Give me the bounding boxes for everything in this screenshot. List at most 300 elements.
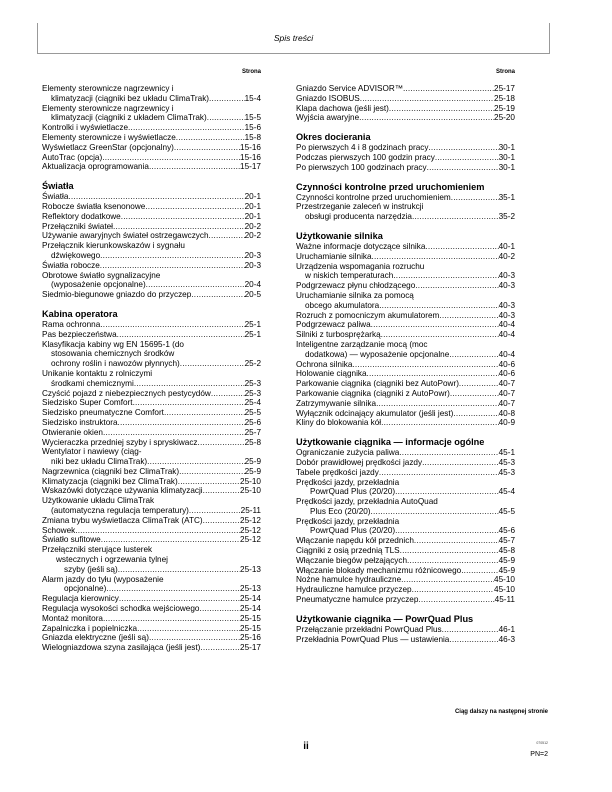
entry-title: Wyświetlacz GreenStar (opcjonalny) [42, 142, 174, 152]
entry-title: Zapalniczka i popielniczka [42, 623, 138, 633]
entry-title: Plus Eco (20/20) [310, 506, 371, 516]
dot-leader [180, 359, 245, 369]
entry-page: 40-7 [498, 398, 515, 408]
toc-entry[interactable] [296, 556, 515, 566]
toc-entry[interactable] [42, 535, 261, 545]
toc-entry[interactable] [296, 262, 515, 282]
entry-title: Otwieranie okien [42, 427, 103, 437]
section-heading: Kabina operatora [42, 308, 118, 319]
entry-title: Wielogniazdowa szyna zasilająca (jeśli jest) [42, 643, 201, 653]
dot-leader [100, 320, 244, 330]
toc-entry[interactable] [42, 398, 261, 408]
dot-leader [121, 212, 245, 222]
toc-entry[interactable] [42, 104, 261, 124]
dot-leader [439, 311, 498, 321]
dot-leader [106, 584, 240, 594]
entry-title: Prędkości jazdy, przekładnia [296, 477, 400, 487]
entry-page: 35-1 [498, 192, 515, 202]
toc-entry[interactable] [42, 271, 261, 291]
entry-title: Kontrolki i wyświetlacze [42, 123, 128, 133]
strona-label: Strona [241, 69, 261, 75]
entry-title: Siedzisko instruktora [42, 417, 118, 427]
dot-leader [209, 231, 245, 241]
entry-page: 30-1 [498, 152, 515, 162]
entry-title: Przekładnia PowrQuad Plus — ustawienia [296, 634, 450, 644]
toc-entry[interactable] [296, 153, 515, 163]
toc-entry[interactable] [296, 163, 515, 173]
entry-page: 15-17 [240, 162, 261, 172]
dot-leader [427, 163, 499, 173]
toc-entry[interactable] [42, 633, 261, 643]
dot-leader [461, 566, 498, 576]
entry-page: 25-11 [240, 506, 261, 516]
toc-entry[interactable] [42, 389, 261, 399]
entry-title: Włączanie blokady mechanizmu różnicowego [296, 565, 462, 575]
toc-entry[interactable] [42, 467, 261, 477]
dot-leader [371, 507, 499, 517]
toc-entry[interactable] [296, 143, 515, 153]
toc-entry[interactable] [296, 575, 515, 585]
dot-leader [381, 418, 499, 428]
entry-title: Czyścić pojazd z niebezpiecznych pestycydów [42, 388, 211, 398]
toc-entry[interactable] [42, 222, 261, 232]
entry-page: 25-5 [244, 408, 261, 418]
entry-page: 30-1 [498, 162, 515, 172]
toc-entry[interactable] [296, 311, 515, 321]
toc-entry[interactable] [296, 242, 515, 252]
dot-leader [412, 585, 494, 595]
toc-entry[interactable] [296, 379, 515, 389]
toc-entry[interactable] [296, 104, 515, 114]
entry-page: 25-6 [244, 417, 261, 427]
entry-page: 40-7 [498, 379, 515, 389]
entry-title: Tabele prędkości jazdy [296, 467, 379, 477]
entry-title: opcjonalne) [64, 584, 107, 594]
entry-title: szyby (jeśli są) [64, 564, 118, 574]
entry-title: Dobór prawidłowej prędkości jazdy [296, 457, 423, 467]
dot-leader [75, 526, 240, 536]
entry-title: Wyjścia awaryjne [296, 113, 360, 123]
dot-leader [449, 635, 498, 645]
dot-leader [360, 94, 494, 104]
entry-title: Gniazda elektryczne (jeśli są) [42, 633, 149, 643]
toc-entry[interactable] [42, 153, 261, 163]
dot-leader [459, 379, 499, 389]
entry-title: Pneumatyczne hamulce przyczep [296, 595, 419, 605]
entry-title: Przełączniki sterujące lusterek [42, 545, 153, 555]
entry-title: Wyłącznik odcinający akumulator (jeśli jest) [296, 408, 454, 418]
entry-page: 25-8 [244, 437, 261, 447]
entry-page: 30-1 [498, 143, 515, 153]
entry-title: Siedzisko pneumatyczne Comfort [42, 408, 164, 418]
entry-page: 45-9 [498, 565, 515, 575]
toc-entry[interactable] [42, 418, 261, 428]
dot-leader [422, 458, 499, 468]
entry-page: 20-1 [244, 211, 261, 221]
dot-leader [400, 546, 499, 556]
toc-entry[interactable] [42, 447, 261, 467]
entry-page: 45-11 [494, 595, 515, 605]
entry-page: 20-2 [244, 231, 261, 241]
entry-title: niki bez układu ClimaTrak) [51, 457, 148, 467]
entry-title: Klasyfikacja kabiny wg EN 15695-1 (do [42, 339, 184, 349]
entry-title: Podgrzewacz paliwa [296, 320, 371, 330]
entry-page: 20-3 [244, 260, 261, 270]
toc-entry[interactable] [296, 84, 515, 94]
dot-leader [100, 261, 245, 271]
toc-entry[interactable] [296, 585, 515, 595]
entry-title: stosowania chemicznych środków [51, 349, 175, 359]
dot-leader [399, 448, 498, 458]
toc-entry[interactable] [42, 643, 261, 653]
dot-leader [451, 193, 499, 203]
toc-entry[interactable] [296, 291, 515, 311]
entry-page: 25-3 [244, 388, 261, 398]
entry-title: Klimatyzacja (ciągniki bez ClimaTrak) [42, 476, 178, 486]
entry-title: Światło sufitowe [42, 535, 101, 545]
entry-title: Schowek [42, 525, 76, 535]
entry-page: 45-10 [494, 575, 515, 585]
pn-label: PN=2 [530, 751, 548, 758]
toc-entry[interactable] [42, 486, 261, 496]
dot-leader [118, 418, 245, 428]
toc-entry[interactable] [296, 468, 515, 478]
entry-page: 25-18 [494, 93, 515, 103]
entry-page: 15-16 [240, 152, 261, 162]
entry-page: 40-3 [498, 281, 515, 291]
entry-title: dodatkowa) — wyposażenie opcjonalne [305, 349, 450, 359]
entry-title: Aktualizacja oprogramowania [42, 162, 149, 172]
toc-column-right [296, 66, 515, 644]
entry-title: Pas bezpieczeństwa [42, 329, 117, 339]
entry-title: Ciągniki z osią przednią TLS [296, 546, 400, 556]
entry-title: Inteligentne zarządzanie mocą (moc [296, 339, 428, 349]
entry-title: Regulacja kierownicy [42, 594, 119, 604]
toc-entry[interactable] [296, 320, 515, 330]
dot-leader [428, 143, 498, 153]
dot-leader [367, 369, 499, 379]
toc-entry[interactable] [42, 575, 261, 595]
toc-entry[interactable] [42, 604, 261, 614]
toc-entry[interactable] [296, 595, 515, 605]
entry-title: PowrQuad Plus (20/20) [310, 526, 396, 536]
entry-page: 40-8 [498, 408, 515, 418]
toc-entry[interactable] [296, 94, 515, 104]
entry-page: 40-6 [498, 359, 515, 369]
section-heading: Okres docierania [296, 132, 371, 143]
dot-leader [191, 290, 244, 300]
entry-title: Holowanie ciągnika [296, 369, 367, 379]
entry-page: 15-16 [240, 142, 261, 152]
entry-title: Urządzenia wspomagania rozruchu [296, 261, 425, 271]
dot-leader [381, 330, 499, 340]
entry-title: Wycieraczka przedniej szyby i spryskiwacz [42, 437, 198, 447]
toc-entry[interactable] [296, 399, 515, 409]
entry-page: 40-7 [498, 388, 515, 398]
entry-page: 45-4 [498, 487, 515, 497]
entry-title: Kliny do blokowania kół [296, 418, 382, 428]
toc-entry[interactable] [42, 261, 261, 271]
dot-leader [414, 536, 499, 546]
entry-title: (wyposażenie opcjonalne) [51, 280, 146, 290]
entry-page: 40-4 [498, 330, 515, 340]
entry-title: Przełączanie przekładni PowrQuad Plus [296, 624, 442, 634]
toc-entry[interactable] [42, 594, 261, 604]
entry-title: Światła robocze [42, 260, 100, 270]
entry-title: obsługi producenta narzędzia [305, 212, 412, 222]
entry-page: 25-12 [240, 525, 261, 535]
entry-page: 25-12 [240, 515, 261, 525]
entry-title: Podgrzewacz płynu chłodzącego [296, 281, 416, 291]
dot-leader [211, 389, 245, 399]
toc-entry[interactable] [42, 84, 261, 104]
dot-leader [149, 162, 240, 172]
dot-leader [103, 614, 240, 624]
entry-page: 35-2 [498, 212, 515, 222]
entry-title: Zatrzymywanie silnika [296, 398, 377, 408]
toc-entry[interactable] [296, 202, 515, 222]
entry-title: obcego akumulatora [305, 300, 380, 310]
entry-title: klimatyzacji (ciągniki bez układu ClimaTrak) [51, 93, 210, 103]
toc-entry[interactable] [42, 516, 261, 526]
dot-leader [359, 113, 494, 123]
toc-entry[interactable] [296, 340, 515, 360]
toc-entry[interactable] [296, 478, 515, 498]
dot-leader [449, 350, 498, 360]
dot-leader [100, 251, 244, 261]
entry-page: 40-3 [498, 271, 515, 281]
toc-entry[interactable] [296, 566, 515, 576]
entry-title: Elementy sterownicze nagrzewnicy i [42, 103, 174, 113]
toc-entry[interactable] [42, 369, 261, 389]
toc-entry[interactable] [42, 290, 261, 300]
dot-leader [209, 94, 245, 104]
entry-page: 25-2 [244, 359, 261, 369]
entry-title: Reflektory dodatkowe [42, 211, 121, 221]
toc-entry[interactable] [42, 545, 261, 574]
strona-label: Strona [495, 69, 515, 75]
dot-leader [203, 486, 240, 496]
section-heading: Czynności kontrolne przed uruchomieniem [296, 181, 485, 192]
toc-entry[interactable] [42, 162, 261, 172]
dot-leader [134, 379, 245, 389]
toc-entry[interactable] [296, 360, 515, 370]
dot-leader [203, 516, 240, 526]
entry-title: Unikanie kontaktu z rolniczymi [42, 368, 153, 378]
entry-title: Parkowanie ciągnika (ciągniki z AutoPowr) [296, 388, 450, 398]
section-heading: Użytkowanie silnika [296, 230, 383, 241]
entry-title: Przełączniki świateł [42, 221, 113, 231]
toc-entry[interactable] [42, 614, 261, 624]
entry-title: wstecznych i ogrzewania tylnej [56, 555, 168, 565]
dot-leader [147, 457, 244, 467]
dot-leader [425, 242, 498, 252]
entry-title: Podczas pierwszych 100 godzin pracy [296, 152, 435, 162]
entry-page: 15-4 [244, 93, 261, 103]
toc-entry[interactable] [296, 458, 515, 468]
toc-entry[interactable] [42, 241, 261, 261]
toc-entry[interactable] [296, 635, 515, 645]
entry-title: Przełącznik kierunkowskazów i sygnału [42, 241, 185, 251]
toc-entry[interactable] [42, 192, 261, 202]
entry-title: Alarm jazdy do tyłu (wyposażenie [42, 574, 164, 584]
entry-title: Parkowanie ciągnika (ciągniki bez AutoPowr) [296, 379, 459, 389]
entry-title: Nagrzewnica (ciągniki bez ClimaTrak) [42, 466, 180, 476]
entry-page: 25-14 [240, 604, 261, 614]
toc-entry[interactable] [296, 389, 515, 399]
entry-page: 40-2 [498, 251, 515, 261]
toc-entry[interactable] [296, 536, 515, 546]
toc-entry[interactable] [42, 624, 261, 634]
dot-leader [379, 468, 499, 478]
dot-leader [118, 565, 240, 575]
entry-title: Gniazdo ISOBUS [296, 93, 360, 103]
toc-entry[interactable] [296, 448, 515, 458]
entry-page: 25-9 [244, 457, 261, 467]
entry-title: Montaż monitora [42, 613, 103, 623]
header-title: Spis treści [273, 33, 314, 43]
entry-title: Światła [42, 192, 69, 202]
entry-page: 25-7 [244, 427, 261, 437]
dot-leader [103, 428, 245, 438]
dot-leader [379, 301, 498, 311]
entry-title: Siedmio-biegunowe gniazdo do przyczep [42, 290, 192, 300]
entry-title: Rama ochronna [42, 319, 101, 329]
entry-page: 25-10 [240, 476, 261, 486]
entry-title: Używanie awaryjnych świateł ostrzegawczych [42, 231, 209, 241]
entry-title: dźwiękowego [51, 250, 101, 260]
entry-page: 45-1 [498, 448, 515, 458]
dot-leader [372, 252, 499, 262]
dot-leader [371, 320, 499, 330]
toc-entry[interactable] [296, 193, 515, 203]
entry-title: Uruchamianie silnika za pomocą [296, 290, 414, 300]
entry-page: 40-4 [498, 349, 515, 359]
toc-entry[interactable] [42, 202, 261, 212]
entry-page: 20-3 [244, 250, 261, 260]
entry-title: Prędkości jazdy, przekładnia AutoQuad [296, 497, 438, 507]
toc-column-left [42, 66, 261, 653]
entry-title: Silniki z turbosprężarką [296, 330, 381, 340]
entry-page: 25-19 [494, 103, 515, 113]
dot-leader [453, 409, 498, 419]
entry-page: 25-17 [494, 84, 515, 93]
toc-entry[interactable] [296, 252, 515, 262]
dot-leader [407, 556, 499, 566]
entry-title: Elementy sterownicze nagrzewnicy i [42, 84, 174, 93]
entry-page: 15-6 [244, 123, 261, 133]
dot-leader [198, 438, 245, 448]
entry-page: 25-1 [244, 329, 261, 339]
entry-title: Po pierwszych 4 i 8 godzinach pracy [296, 143, 429, 153]
toc-entry[interactable] [42, 143, 261, 153]
entry-title: (automatyczna regulacja temperatury) [51, 506, 189, 516]
dot-leader [174, 143, 240, 153]
toc-entry[interactable] [42, 133, 261, 143]
dot-leader [415, 281, 498, 291]
entry-title: Przestrzeganie zaleceń w instrukcji [296, 202, 424, 212]
entry-title: Wskazówki dotyczące używania klimatyzacji [42, 486, 203, 496]
toc-entry[interactable] [296, 625, 515, 635]
toc-entry[interactable] [296, 281, 515, 291]
toc-entry[interactable] [296, 546, 515, 556]
entry-page: 40-6 [498, 369, 515, 379]
toc-entry[interactable] [42, 408, 261, 418]
entry-page: 15-5 [244, 113, 261, 123]
entry-title: Regulacja wysokości schodka wejściowego [42, 604, 200, 614]
toc-entry[interactable] [42, 320, 261, 330]
dot-leader [164, 408, 245, 418]
dot-leader [450, 389, 499, 399]
entry-title: Elementy sterownicze i wyświetlacze [42, 132, 176, 142]
toc-entry[interactable] [42, 330, 261, 340]
entry-page: 45-3 [498, 467, 515, 477]
toc-entry[interactable] [42, 526, 261, 536]
dot-leader [101, 535, 240, 545]
entry-title: Obrotowe światło sygnalizacyjne [42, 270, 161, 280]
toc-entry[interactable] [42, 231, 261, 241]
entry-page: 46-3 [498, 634, 515, 644]
entry-page: 45-3 [498, 457, 515, 467]
entry-page: 20-4 [244, 280, 261, 290]
toc-entry[interactable] [296, 113, 515, 123]
entry-title: Gniazdo Service ADVISOR™ [296, 84, 403, 93]
dot-leader [133, 398, 245, 408]
entry-title: Prędkości jazdy, przekładnia [296, 516, 400, 526]
dot-leader [102, 153, 240, 163]
dot-leader [117, 330, 245, 340]
entry-page: 40-9 [498, 418, 515, 428]
entry-page: 25-15 [240, 613, 261, 623]
toc-entry[interactable] [42, 340, 261, 369]
entry-page: 45-6 [498, 526, 515, 536]
entry-title: Po pierwszych 100 godzinach pracy [296, 162, 427, 172]
entry-page: 25-16 [240, 633, 261, 643]
toc-entry[interactable] [296, 409, 515, 419]
entry-page: 20-2 [244, 221, 261, 231]
toc-entry[interactable] [42, 438, 261, 448]
toc-entry[interactable] [42, 428, 261, 438]
dot-leader [137, 624, 240, 634]
dot-leader [200, 643, 240, 653]
toc-entry[interactable] [42, 477, 261, 487]
toc-entry[interactable] [296, 330, 515, 340]
toc-entry[interactable] [296, 418, 515, 428]
dot-leader [179, 467, 245, 477]
dot-leader [403, 84, 494, 94]
dot-leader [207, 113, 245, 123]
entry-page: 25-3 [244, 378, 261, 388]
entry-page: 40-3 [498, 300, 515, 310]
entry-title: Siedzisko Super Comfort [42, 398, 133, 408]
dot-leader [68, 192, 244, 202]
dot-leader [189, 506, 241, 516]
toc-entry[interactable] [296, 497, 515, 517]
toc-entry[interactable] [296, 369, 515, 379]
dot-leader [178, 477, 240, 487]
dot-leader [389, 104, 494, 114]
entry-title: Uruchamianie silnika [296, 251, 372, 261]
dot-leader [146, 280, 245, 290]
entry-page: 40-3 [498, 310, 515, 320]
entry-page: 25-17 [240, 643, 261, 653]
toc-entry[interactable] [42, 496, 261, 516]
toc-entry[interactable] [296, 517, 515, 537]
entry-title: Hydrauliczne hamulce przyczep [296, 585, 412, 595]
toc-entry[interactable] [42, 212, 261, 222]
toc-entry[interactable] [42, 123, 261, 133]
section-heading: Użytkowanie ciągnika — PowrQuad Plus [296, 613, 474, 624]
